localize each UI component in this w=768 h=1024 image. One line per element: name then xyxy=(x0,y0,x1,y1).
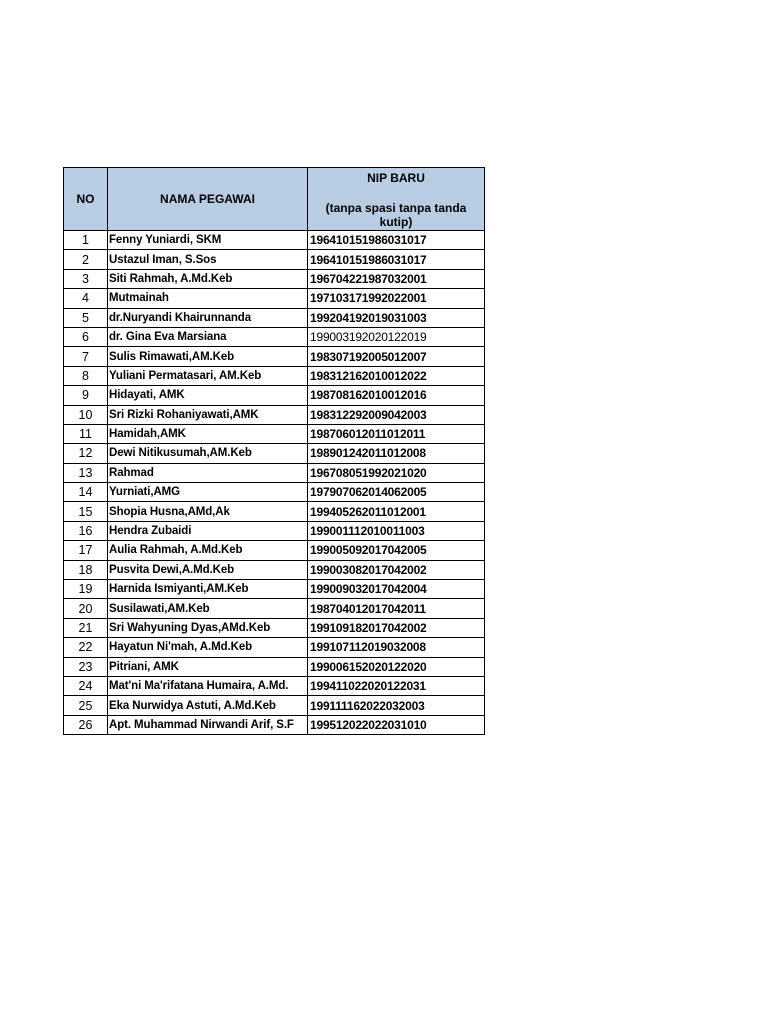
table-row xyxy=(64,638,485,657)
header-nama-pegawai: NAMA PEGAWAI xyxy=(108,168,308,231)
table-row xyxy=(64,366,485,385)
cell-nama-pegawai: Hidayati, AMK xyxy=(108,386,308,405)
cell-nip: 198312292009042003 xyxy=(308,405,485,424)
header-nip-note: (tanpa spasi tanpa tanda kutip) xyxy=(325,200,467,229)
cell-nip: 196708051992021020 xyxy=(308,463,485,482)
cell-nama-pegawai: Shopia Husna,AMd,Ak xyxy=(108,502,308,521)
cell-nip: 199111162022032003 xyxy=(308,696,485,715)
cell-nama-pegawai: Mutmainah xyxy=(108,289,308,308)
cell-no: 25 xyxy=(64,696,108,715)
cell-nip: 196410151986031017 xyxy=(308,250,485,269)
table-row xyxy=(64,715,485,734)
cell-nip: 198708162010012016 xyxy=(308,386,485,405)
cell-no: 22 xyxy=(64,638,108,657)
cell-no: 2 xyxy=(64,250,108,269)
cell-nama-pegawai: dr.Nuryandi Khairunnanda xyxy=(108,308,308,327)
cell-nip: 199204192019031003 xyxy=(308,308,485,327)
cell-nip: 198706012011012011 xyxy=(308,424,485,443)
cell-no: 23 xyxy=(64,657,108,676)
table-row xyxy=(64,541,485,560)
cell-nama-pegawai: Dewi Nitikusumah,AM.Keb xyxy=(108,444,308,463)
cell-no: 16 xyxy=(64,521,108,540)
cell-no: 21 xyxy=(64,618,108,637)
cell-nama-pegawai: Rahmad xyxy=(108,463,308,482)
cell-no: 10 xyxy=(64,405,108,424)
cell-nip: 199109182017042002 xyxy=(308,618,485,637)
cell-nip: 199009032017042004 xyxy=(308,580,485,599)
table-row xyxy=(64,308,485,327)
cell-nip: 199107112019032008 xyxy=(308,638,485,657)
table-header-row xyxy=(64,168,485,231)
cell-nama-pegawai: Sri Wahyuning Dyas,AMd.Keb xyxy=(108,618,308,637)
table-row xyxy=(64,502,485,521)
table-row xyxy=(64,269,485,288)
header-nip-title: NIP BARU xyxy=(367,170,425,185)
cell-nip: 199405262011012001 xyxy=(308,502,485,521)
table-row xyxy=(64,327,485,346)
table-row xyxy=(64,250,485,269)
cell-nama-pegawai: Pusvita Dewi,A.Md.Keb xyxy=(108,560,308,579)
cell-nama-pegawai: dr. Gina Eva Marsiana xyxy=(108,327,308,346)
cell-no: 7 xyxy=(64,347,108,366)
cell-nip: 199005092017042005 xyxy=(308,541,485,560)
table-row xyxy=(64,657,485,676)
table-row xyxy=(64,444,485,463)
cell-nip: 199003192020122019 xyxy=(308,327,485,346)
table-row xyxy=(64,231,485,250)
cell-nama-pegawai: Mat'ni Ma'rifatana Humaira, A.Md. xyxy=(108,676,308,695)
cell-nip: 197907062014062005 xyxy=(308,483,485,502)
cell-nama-pegawai: Aulia Rahmah, A.Md.Keb xyxy=(108,541,308,560)
cell-nama-pegawai: Hayatun Ni'mah, A.Md.Keb xyxy=(108,638,308,657)
cell-nama-pegawai: Harnida Ismiyanti,AM.Keb xyxy=(108,580,308,599)
cell-no: 9 xyxy=(64,386,108,405)
employee-table xyxy=(63,167,485,735)
cell-nama-pegawai: Apt. Muhammad Nirwandi Arif, S.F xyxy=(108,715,308,734)
cell-nama-pegawai: Hendra Zubaidi xyxy=(108,521,308,540)
table-row xyxy=(64,386,485,405)
table-row xyxy=(64,347,485,366)
cell-no: 13 xyxy=(64,463,108,482)
header-nip-baru xyxy=(308,168,485,231)
cell-no: 14 xyxy=(64,483,108,502)
table-row xyxy=(64,560,485,579)
cell-no: 19 xyxy=(64,580,108,599)
cell-nip: 197103171992022001 xyxy=(308,289,485,308)
table-row xyxy=(64,696,485,715)
cell-no: 17 xyxy=(64,541,108,560)
cell-no: 4 xyxy=(64,289,108,308)
cell-no: 12 xyxy=(64,444,108,463)
cell-nama-pegawai: Yuliani Permatasari, AM.Keb xyxy=(108,366,308,385)
cell-nip: 199006152020122020 xyxy=(308,657,485,676)
table-row xyxy=(64,521,485,540)
cell-nama-pegawai: Ustazul Iman, S.Sos xyxy=(108,250,308,269)
table-row xyxy=(64,483,485,502)
cell-no: 20 xyxy=(64,599,108,618)
cell-nip: 198901242011012008 xyxy=(308,444,485,463)
cell-no: 11 xyxy=(64,424,108,443)
table-row xyxy=(64,463,485,482)
table-row xyxy=(64,676,485,695)
cell-no: 3 xyxy=(64,269,108,288)
cell-nip: 198704012017042011 xyxy=(308,599,485,618)
header-no: NO xyxy=(64,168,108,231)
cell-nip: 196704221987032001 xyxy=(308,269,485,288)
table-body xyxy=(64,231,485,735)
cell-nip: 199411022020122031 xyxy=(308,676,485,695)
cell-nama-pegawai: Susilawati,AM.Keb xyxy=(108,599,308,618)
table-row xyxy=(64,618,485,637)
cell-no: 8 xyxy=(64,366,108,385)
cell-nama-pegawai: Sulis Rimawati,AM.Keb xyxy=(108,347,308,366)
cell-no: 5 xyxy=(64,308,108,327)
table-row xyxy=(64,580,485,599)
cell-nip: 199512022022031010 xyxy=(308,715,485,734)
cell-no: 26 xyxy=(64,715,108,734)
table-row xyxy=(64,289,485,308)
cell-nama-pegawai: Hamidah,AMK xyxy=(108,424,308,443)
cell-no: 24 xyxy=(64,676,108,695)
cell-no: 6 xyxy=(64,327,108,346)
cell-nama-pegawai: Fenny Yuniardi, SKM xyxy=(108,231,308,250)
cell-nip: 198307192005012007 xyxy=(308,347,485,366)
cell-no: 1 xyxy=(64,231,108,250)
cell-nip: 196410151986031017 xyxy=(308,231,485,250)
table-row xyxy=(64,424,485,443)
cell-no: 15 xyxy=(64,502,108,521)
cell-nip: 199001112010011003 xyxy=(308,521,485,540)
cell-nip: 199003082017042002 xyxy=(308,560,485,579)
cell-no: 18 xyxy=(64,560,108,579)
cell-nama-pegawai: Yurniati,AMG xyxy=(108,483,308,502)
cell-nip: 198312162010012022 xyxy=(308,366,485,385)
cell-nama-pegawai: Siti Rahmah, A.Md.Keb xyxy=(108,269,308,288)
cell-nama-pegawai: Sri Rizki Rohaniyawati,AMK xyxy=(108,405,308,424)
cell-nama-pegawai: Eka Nurwidya Astuti, A.Md.Keb xyxy=(108,696,308,715)
cell-nama-pegawai: Pitriani, AMK xyxy=(108,657,308,676)
table-row xyxy=(64,405,485,424)
table-row xyxy=(64,599,485,618)
